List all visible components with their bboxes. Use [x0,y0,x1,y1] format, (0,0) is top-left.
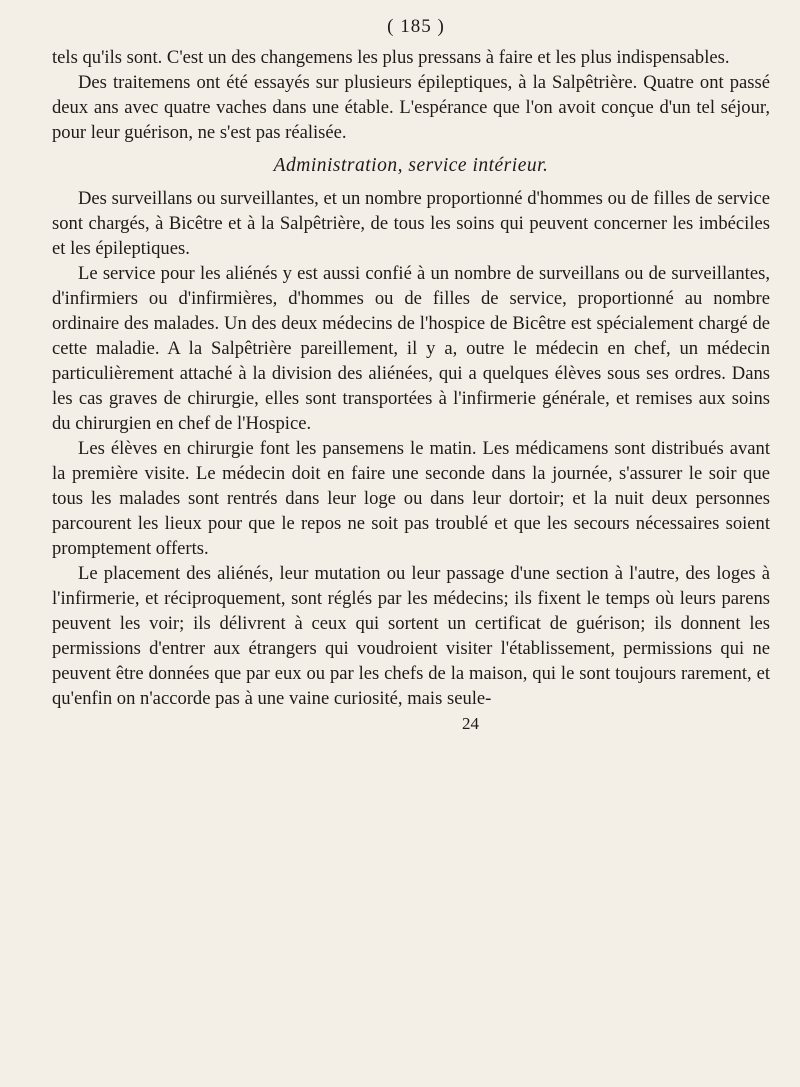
page-content [52,14,770,736]
paragraph-treatments: Des traitemens ont été essayés sur plusieurs épileptiques, à la Salpêtrière. Quatre ont passé deux ans avec quatre vaches dans une étable. L'espérance que l'on avoit conçue d'un tel séjour, pour leur guérison, ne s'est pas réalisée. [52,72,770,143]
paragraph-service-alienes: Le service pour les aliénés y est aussi confié à un nombre de surveillans ou de surveillantes, d'infirmiers ou d'infirmières, d'hommes ou de filles de service, proportionné au nombre ordinaire des malades. Un des deux médecins de l'hospice de Bicêtre est spécialement chargé de cette maladie. A la Salpêtrière pareillement, il y a, outre le médecin en chef, un médecin particulièrement attaché à la division des aliénées, qui a quelques élèves sous ses ordres. Dans les cas graves de chirurgie, elles sont transportées à l'infirmerie générale, et remises aux soins du chirurgien en chef de l'Hospice. [52,263,770,434]
paragraph-eleves-chirurgie: Les élèves en chirurgie font les pansemens le matin. Les médicamens sont distribués avant la première visite. Le médecin doit en faire une seconde dans la journée, s'assurer le soir que tous les malades sont rentrés dans leur loge ou dans leur dortoir; et la nuit deux personnes parcourent les lieux pour que le repos ne soit pas troublé et que les secours nécessaires soient promptement offerts. [52,438,770,559]
page-number: ( 185 ) [387,16,445,37]
signature-mark: 24 [462,714,479,733]
paragraph-continuation: tels qu'ils sont. C'est un des changemens les plus pressans à faire et les plus indispensables. [52,47,730,68]
paragraph-placement: Le placement des aliénés, leur mutation ou leur passage d'une section à l'autre, des loges à l'infirmerie, et réciproquement, sont réglés par les médecins; ils fixent le temps où leurs parens peuvent les voir; ils délivrent à ceux qui sortent un certificat de guérison; ils donnent les permissions d'entrer aux étrangers qui voudroient visiter l'établissement, permissions qui ne peuvent être données que par eux ou par les chefs de la maison, qui le sont toujours rarement, et qu'enfin on n'accorde pas à une vaine curiosité, mais seule- [52,563,770,709]
paragraph-surveillants: Des surveillans ou surveillantes, et un nombre proportionné d'hommes ou de filles de service sont chargés, à Bicêtre et à la Salpêtrière, de tous les soins qui peuvent concerner les imbéciles et les épileptiques. [52,188,770,259]
section-title: Administration, service intérieur. [273,155,549,176]
